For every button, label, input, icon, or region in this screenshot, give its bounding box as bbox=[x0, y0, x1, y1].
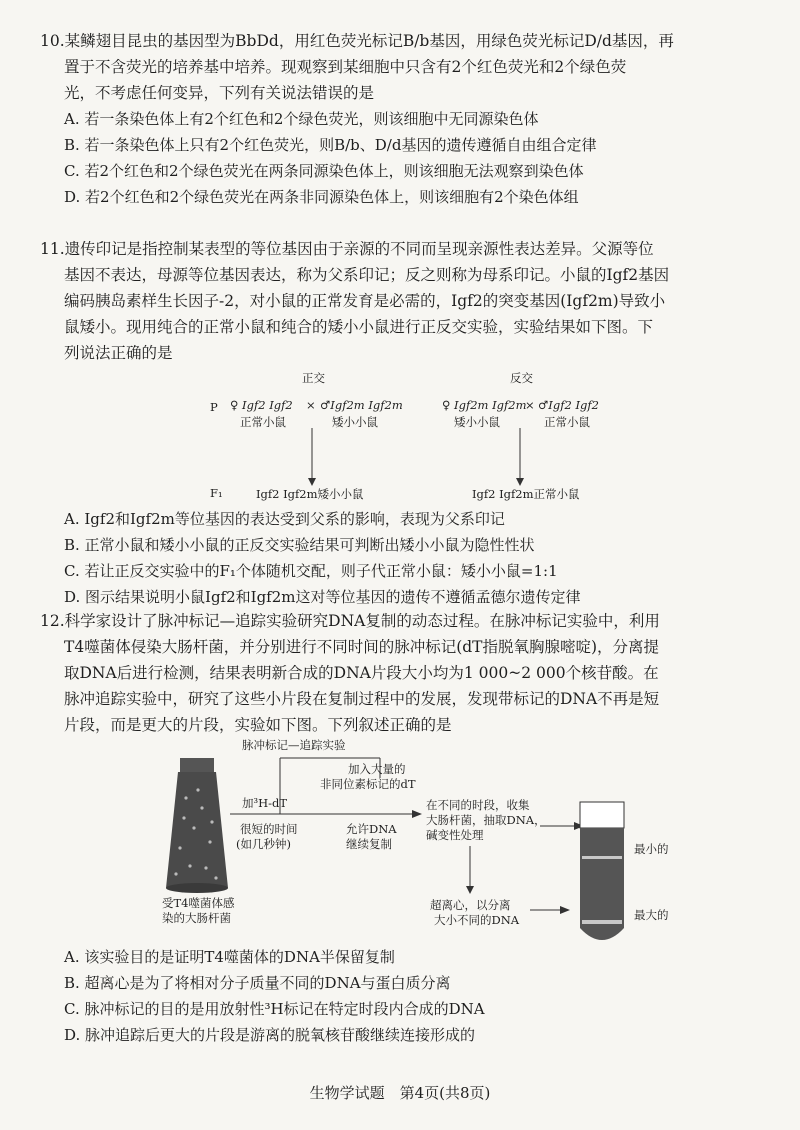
left-father-phenotype: 矮小小鼠 bbox=[332, 415, 378, 429]
q11-option-b[interactable]: B. 正常小鼠和矮小小鼠的正反交实验结果可判断出矮小小鼠为隐性性状 bbox=[64, 536, 535, 554]
tube-top-label: 最小的 bbox=[634, 842, 669, 856]
left-f1-result: Igf2 Igf2m矮小小鼠 bbox=[256, 487, 364, 501]
q12-line-1: 12.科学家设计了脉冲标记—追踪实验研究DNA复制的动态过程。在脉冲标记实验中，利用 bbox=[40, 612, 660, 630]
right-mother-phenotype: 矮小小鼠 bbox=[454, 415, 500, 429]
pulse-title: 脉冲标记—追踪实验 bbox=[242, 738, 346, 752]
right-f1-result: Igf2 Igf2m正常小鼠 bbox=[472, 487, 580, 501]
q12-option-c[interactable]: C. 脉冲标记的目的是用放射性³H标记在特定时段内合成的DNA bbox=[64, 1000, 485, 1018]
q10-line-3: 光，不考虑任何变异，下列有关说法错误的是 bbox=[64, 84, 375, 102]
left-father-genotype: ♂Igf2m Igf2m bbox=[320, 398, 403, 412]
q12-line-4: 脉冲追踪实验中，研究了这些小片段在复制过程中的发展，发现带标记的DNA不再是短 bbox=[64, 690, 660, 708]
q12-line-5: 片段，而是更大的片段，实验如下图。下列叙述正确的是 bbox=[64, 716, 452, 734]
q12-option-b[interactable]: B. 超离心是为了将相对分子质量不同的DNA与蛋白质分离 bbox=[64, 974, 451, 992]
q12-option-d[interactable]: D. 脉冲追踪后更大的片段是游离的脱氧核苷酸继续连接形成的 bbox=[64, 1026, 476, 1044]
q12-line-3: 取DNA后进行检测，结果表明新合成的DNA片段大小均为1 000~2 000个核苷酸。在 bbox=[64, 664, 659, 682]
centrifuge-tube-icon bbox=[580, 802, 624, 940]
step4-line-2: 大小不同的DNA bbox=[434, 913, 520, 927]
pulse-diagram-graphics bbox=[150, 738, 710, 958]
q10-option-b[interactable]: B. 若一条染色体上只有2个红色荧光，则B/b、D/d基因的遗传遵循自由组合定律 bbox=[64, 136, 597, 154]
question-11-options bbox=[40, 506, 775, 610]
flask-label-2: 染的大肠杆菌 bbox=[162, 911, 231, 925]
q12-option-a[interactable]: A. 该实验目的是证明T4噬菌体的DNA半保留复制 bbox=[64, 948, 395, 966]
q10-option-a[interactable]: A. 若一条染色体上有2个红色和2个绿色荧光，则该细胞中无同源染色体 bbox=[64, 110, 539, 128]
step3-line-1: 在不同的时段，收集 bbox=[426, 798, 530, 812]
tube-bottom-label: 最大的 bbox=[634, 908, 669, 922]
q11-line-1: 11.遗传印记是指控制某表型的等位基因由于亲源的不同而呈现亲源性表达差异。父源等位 bbox=[40, 240, 654, 258]
question-12-options bbox=[40, 944, 775, 1048]
page-footer: 生物学试题 第4页(共8页) bbox=[309, 1084, 491, 1102]
question-12 bbox=[40, 608, 775, 738]
step3-line-3: 碱变性处理 bbox=[426, 828, 484, 842]
q10-line-1: 10.某鳞翅目昆虫的基因型为BbDd，用红色荧光标记B/b基因，用绿色荧光标记D/d基因，再 bbox=[40, 32, 674, 50]
q10-option-c[interactable]: C. 若2个红色和2个绿色荧光在两条同源染色体上，则该细胞无法观察到染色体 bbox=[64, 162, 584, 180]
flask-icon bbox=[166, 758, 228, 893]
flask-label-1: 受T4噬菌体感 bbox=[162, 896, 235, 910]
q11-line-2: 基因不表达，母源等位基因表达，称为父系印记；反之则称为母系印记。小鼠的Igf2基因 bbox=[64, 266, 670, 284]
step4-line-1: 超离心，以分离 bbox=[430, 898, 511, 912]
right-mother-genotype: ♀ Igf2m Igf2m bbox=[442, 398, 527, 412]
step3-line-2: 大肠杆菌，抽取DNA， bbox=[426, 813, 546, 827]
step1-bottom-2: (如几秒钟) bbox=[236, 837, 291, 851]
step2-bottom-1: 允许DNA bbox=[346, 822, 397, 836]
q11-option-d[interactable]: D. 图示结果说明小鼠Igf2和Igf2m这对等位基因的遗传不遵循孟德尔遗传定律 bbox=[64, 588, 581, 606]
right-cross-sign: × bbox=[525, 398, 535, 412]
q11-line-3: 编码胰岛素样生长因子-2，对小鼠的正常发育是必需的，Igf2的突变基因(Igf2m)导致小 bbox=[64, 292, 666, 310]
q11-option-a[interactable]: A. Igf2和Igf2m等位基因的表达受到父系的影响，表现为父系印记 bbox=[64, 510, 505, 528]
q10-option-d[interactable]: D. 若2个红色和2个绿色荧光在两条非同源染色体上，则该细胞有2个染色体组 bbox=[64, 188, 579, 206]
cross-diagram bbox=[210, 368, 610, 508]
left-mother-phenotype: 正常小鼠 bbox=[240, 415, 286, 429]
left-mother-genotype: ♀ Igf2 Igf2 bbox=[230, 398, 293, 412]
question-10 bbox=[40, 28, 775, 210]
step2-top-2: 非同位素标记的dT bbox=[320, 777, 416, 791]
right-father-genotype: ♂Igf2 Igf2 bbox=[538, 398, 599, 412]
step1-bottom-1: 很短的时间 bbox=[240, 822, 298, 836]
step2-bottom-2: 继续复制 bbox=[346, 837, 392, 851]
question-11 bbox=[40, 236, 775, 366]
f1-label: F₁ bbox=[210, 486, 223, 500]
cross-title-left: 正交 bbox=[302, 371, 325, 385]
q11-line-4: 鼠矮小。现用纯合的正常小鼠和纯合的矮小小鼠进行正反交实验，实验结果如下图。下 bbox=[64, 318, 654, 336]
left-cross-sign: × bbox=[306, 398, 316, 412]
q11-option-c[interactable]: C. 若让正反交实验中的F₁个体随机交配，则子代正常小鼠：矮小小鼠=1:1 bbox=[64, 562, 558, 580]
pulse-chase-diagram bbox=[150, 738, 710, 958]
q12-line-2: T4噬菌体侵染大肠杆菌，并分别进行不同时间的脉冲标记(dT指脱氧胸腺嘧啶)，分离提 bbox=[64, 638, 660, 656]
step2-top-1: 加入大量的 bbox=[348, 762, 406, 776]
cross-title-right: 反交 bbox=[510, 371, 533, 385]
step1-top: 加³H-dT bbox=[242, 796, 288, 810]
right-father-phenotype: 正常小鼠 bbox=[544, 415, 590, 429]
q10-line-2: 置于不含荧光的培养基中培养。现观察到某细胞中只含有2个红色荧光和2个绿色荧 bbox=[64, 58, 627, 76]
p-label: P bbox=[210, 400, 218, 414]
q11-line-5: 列说法正确的是 bbox=[64, 344, 173, 362]
